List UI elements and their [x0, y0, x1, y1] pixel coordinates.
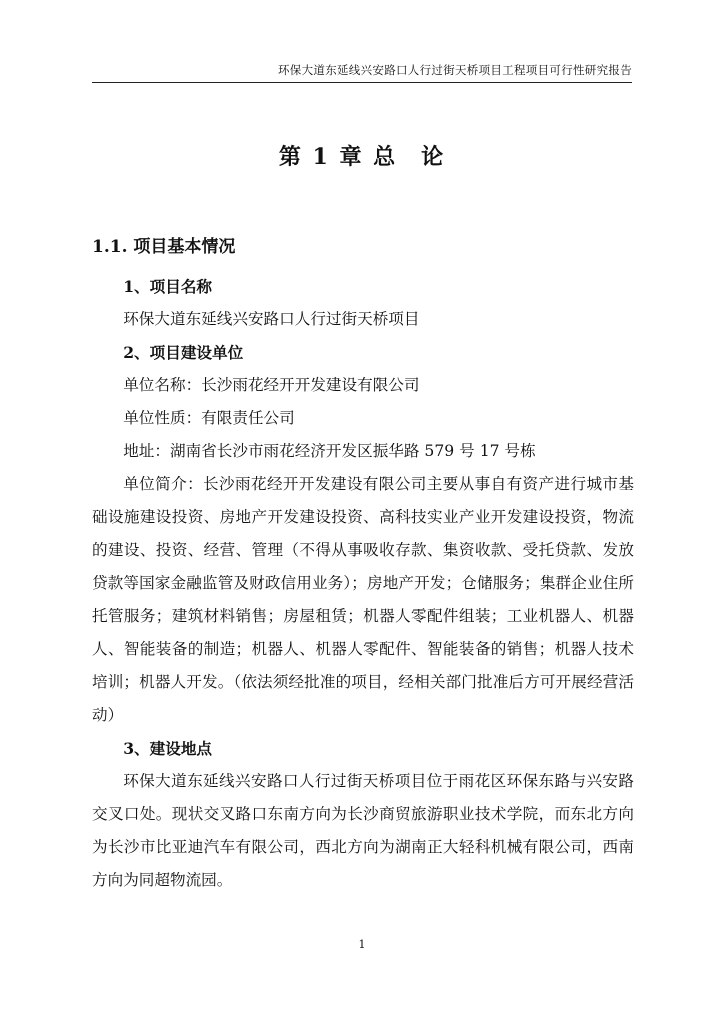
- unit-name: 单位名称：长沙雨花经开开发建设有限公司: [123, 376, 420, 394]
- page-number: 1: [358, 938, 366, 951]
- project-name: 环保大道东延线兴安路口人行过街天桥项目: [123, 310, 420, 328]
- item3-title: 3、建设地点: [123, 739, 213, 758]
- chapter-title: 第 1 章 总 论: [278, 144, 446, 170]
- unit-address: 地址：湖南省长沙市雨花经济开发区振华路 579 号 17 号栋: [123, 442, 536, 460]
- unit-intro: 单位简介：长沙雨花经开开发建设有限公司主要从事自有资产进行城市基础设施建设投资、房地产开发建设投资、高科技实业产业开发建设投资，物流的建设、投资、经营、管理（不得从事吸收存款、集资收款、受托贷款、发放贷款等国家金融监管及财政信用业务）；房地产开发；仓储服务；集群企业住所托管服务；建筑材料销售；房屋租赁；机器人零配件组装；工业机器人、机器人、智能装备的制造；机器人、机器人零配件、智能装备的销售；机器人技术培训；机器人开发。（依法须经批准的项目，经相关部门批准后方可开展经营活动）: [92, 475, 634, 724]
- item1-title: 1、项目名称: [123, 277, 213, 296]
- item2-title: 2、项目建设单位: [123, 343, 244, 362]
- body-text: [92, 270, 634, 897]
- running-header: 环保大道东延线兴安路口人行过街天桥项目工程项目可行性研究报告: [92, 62, 632, 83]
- location-text: 环保大道东延线兴安路口人行过街天桥项目位于雨花区环保东路与兴安路交叉口处。现状交叉路口东南方向为长沙商贸旅游职业技术学院，而东北方向为长沙市比亚迪汽车有限公司，西北方向为湖南正大轻科机械有限公司，西南方向为同超物流园。: [92, 772, 634, 889]
- unit-nature: 单位性质：有限责任公司: [123, 409, 295, 427]
- section-heading: 1.1. 项目基本情况: [92, 237, 236, 257]
